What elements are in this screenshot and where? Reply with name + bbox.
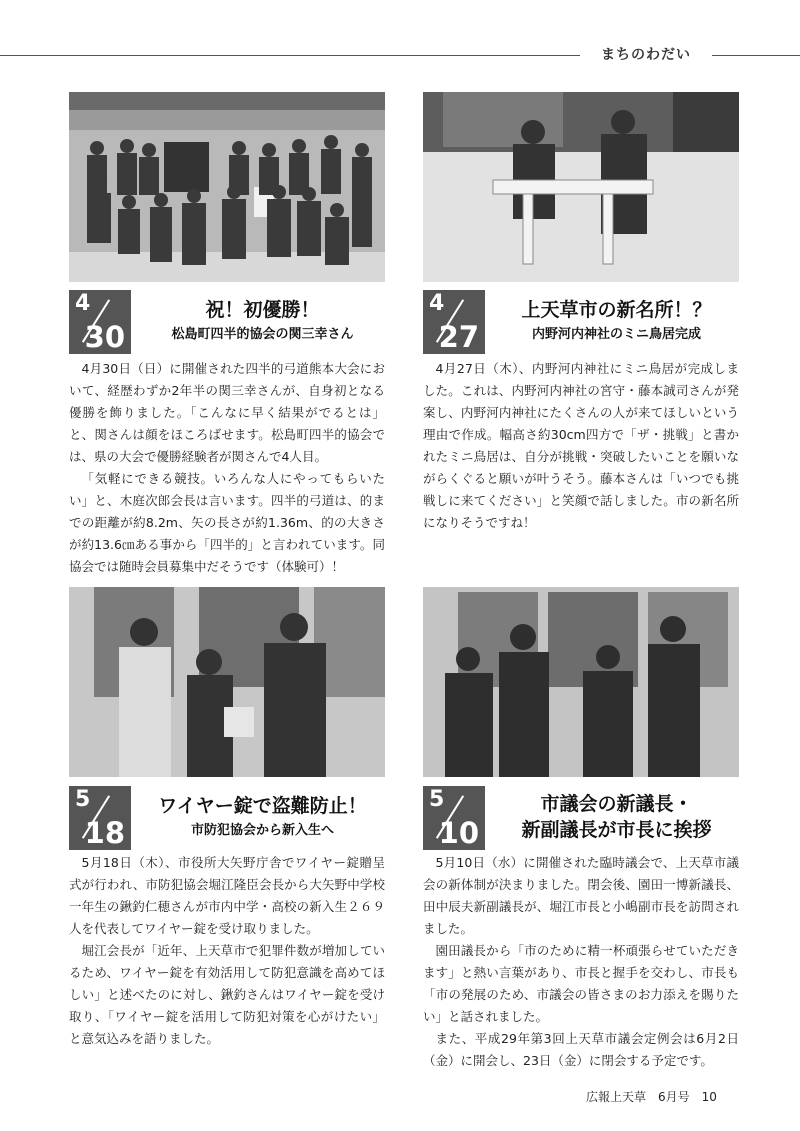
header-rule-right [712,55,800,56]
article-body [423,852,739,1072]
article-paragraph: 堀江会長が「近年、上天草市で犯罪件数が増加しているため、ワイヤー錠を有効活用して防犯意識を高めてほしい」と述べたのに対し、鍬釣さんはワイヤー錠を受け取り、「ワイヤー錠を活用して防犯対策を心がけたい」と意気込みを語りました。 [69,943,385,1046]
date-month: 4 [75,291,91,316]
article-title-line2: 新副議長が市長に挨拶 [521,819,712,841]
date-month: 4 [429,291,445,316]
article-title: ワイヤー錠で盗難防止！ [158,795,367,817]
article-title: 上天草市の新名所！？ [521,299,712,321]
photo-wire-lock-ceremony [69,587,385,777]
photo-archery-team [69,92,385,282]
date-badge [69,786,131,850]
date-badge [423,786,485,850]
article-paragraph: 「気軽にできる競技。いろんな人にやってもらいたい」と、木庭次郎会長は言います。四半的弓道は、的までの距離が約8.2m、矢の長さが約1.36m、的の大きさが約13.6㎝ある事から「四半的」と言われています。同協会では随時会員募集中だそうです（体験可）！ [69,471,385,574]
article-title: 祝！初優勝！ [205,299,320,321]
header-rule-left [0,55,580,56]
article-paragraph: 4月30日（日）に開催された四半的弓道熊本大会において、経歴わずか2年半の関三幸さんが、自身初となる優勝を飾りました。「こんなに早く結果がでるとは」と、関さんは顔をほころばせます。松島町四半的協会では、県の大会で優勝経験者が関さんで4人目。 [69,361,385,464]
article-subtitle: 松島町四半的協会の関三幸さん [171,327,354,342]
article-body [69,852,385,1050]
date-day: 18 [84,816,125,850]
photo-mini-torii [423,92,739,282]
article-body [423,358,739,534]
article-body [69,358,385,578]
photo-council-greeting [423,587,739,777]
date-badge [69,290,131,354]
article-title: 市議会の新議長・ [540,793,693,815]
date-day: 27 [438,320,479,354]
date-month: 5 [429,787,445,812]
date-badge [423,290,485,354]
page-footer: 広報上天草 6月号 10 [586,1090,717,1104]
article-subtitle: 市防犯協会から新入生へ [190,823,334,838]
article-paragraph: また、平成29年第3回上天草市議会定例会は6月2日（金）に開会し、23日（金）に閉会する予定です。 [423,1031,739,1068]
section-label: まちのわだい [601,47,691,63]
article-subtitle: 内野河内神社のミニ鳥居完成 [531,327,701,342]
date-month: 5 [75,787,91,812]
article-paragraph: 園田議長から「市のために精一杯頑張らせていただきます」と熱い言葉があり、市長と握手を交わし、市長も「市の発展のため、市議会の皆さまのお力添えを賜りたい」と話されました。 [423,943,739,1024]
date-day: 10 [438,816,479,850]
article-paragraph: 5月10日（水）に開催された臨時議会で、上天草市議会の新体制が決まりました。閉会後、園田一博新議長、田中辰夫新副議長が、堀江市長と小嶋副市長を訪問されました。 [423,855,739,936]
article-paragraph: 4月27日（木）、内野河内神社にミニ鳥居が完成しました。これは、内野河内神社の宮守・藤本誠司さんが発案し、内野河内神社にたくさんの人が来てほしいという理由で作成。幅高さ約30cm四方で「ザ・挑戦」と書かれたミニ鳥居は、自分が挑戦・突破したいことを願いながらくぐると願いが叶うそう。藤本さんは「いつでも挑戦しに来てください」と笑顔で話しました。市の新名所になりそうですね！ [423,361,739,530]
date-day: 30 [84,320,125,354]
article-paragraph: 5月18日（木）、市役所大矢野庁舎でワイヤー錠贈呈式が行われ、市防犯協会堀江隆臣会長から大矢野中学校一年生の鍬釣仁穂さんが市内中学・高校の新入生２６９人を代表してワイヤー錠を受け取りました。 [69,855,385,936]
